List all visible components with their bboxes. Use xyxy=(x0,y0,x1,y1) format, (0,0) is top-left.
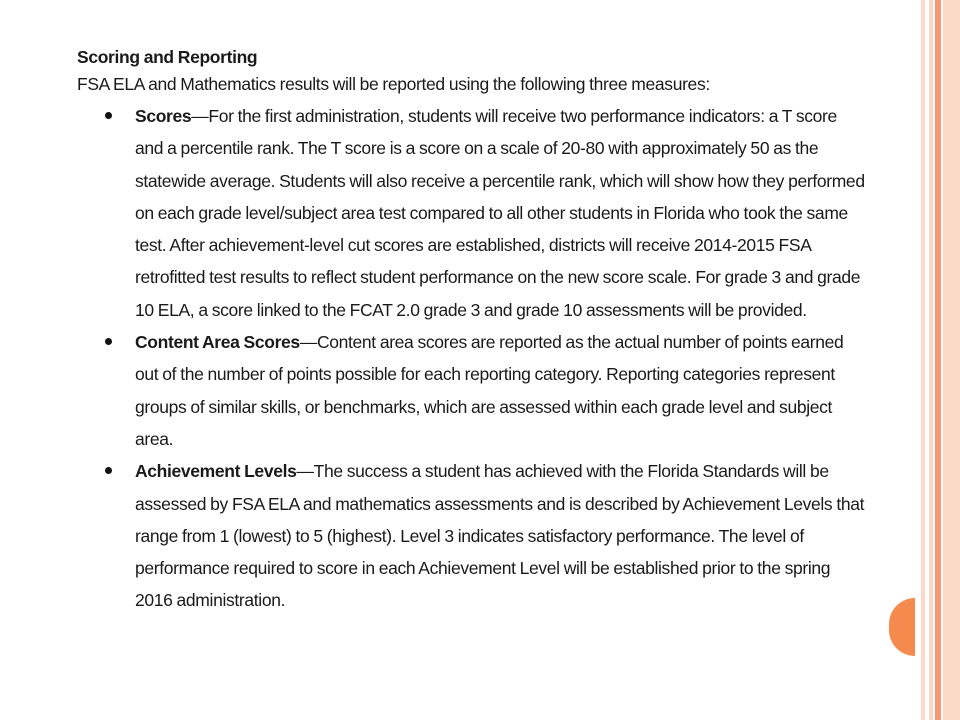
bullet-term: Content Area Scores xyxy=(135,332,300,353)
bullet-icon xyxy=(105,467,112,474)
list-item-scores xyxy=(77,100,867,326)
list-item-content-area-scores xyxy=(77,326,867,455)
slide-accent-shape xyxy=(889,598,915,656)
measures-list xyxy=(77,100,877,617)
intro-paragraph: FSA ELA and Mathematics results will be reported using the following three measures: xyxy=(77,74,710,94)
border-stripe-light xyxy=(929,0,933,720)
border-stripe-light xyxy=(943,0,960,720)
border-stripe-light xyxy=(921,0,925,720)
bullet-term: Scores xyxy=(135,106,192,126)
bullet-text: —The success a student has achieved with the Florida Standards will be assessed by FSA ELA and mathematics assessments and is described by Achievement Levels that range from 1 (lowest) to 5 (highest). Level 3 indicates satisfactory performance. The level of performance required to score in each Achievement Level will be established prior to the spring 2016 administration. xyxy=(135,461,865,611)
section-heading: Scoring and Reporting xyxy=(77,47,258,67)
document-excerpt xyxy=(77,44,877,617)
list-item-achievement-levels xyxy=(77,455,867,616)
bullet-icon xyxy=(105,112,112,119)
border-stripe-orange xyxy=(935,0,941,720)
bullet-term: Achievement Levels xyxy=(135,461,297,482)
bullet-text: —Content area scores are reported as the actual number of points earned out of the number of points possible for each reporting category. Reporting categories represent groups of similar skills, or benchmarks, which are assessed within each grade level and subject area. xyxy=(135,332,844,449)
bullet-icon xyxy=(105,338,112,345)
bullet-text: —For the first administration, students will receive two performance indicators: a T score and a percentile rank. The T score is a score on a scale of 20-80 with approximately 50 as the statewide average. Students will also receive a percentile rank, which will show how they performed on each grade level/subject area test compared to all other students in Florida who took the same test. After achievement-level cut scores are established, districts will receive 2014-2015 FSA retrofitted test results to reflect student performance on the new score scale. For grade 3 and grade 10 ELA, a score linked to the FCAT 2.0 grade 3 and grade 10 assessments will be provided. xyxy=(135,106,865,320)
